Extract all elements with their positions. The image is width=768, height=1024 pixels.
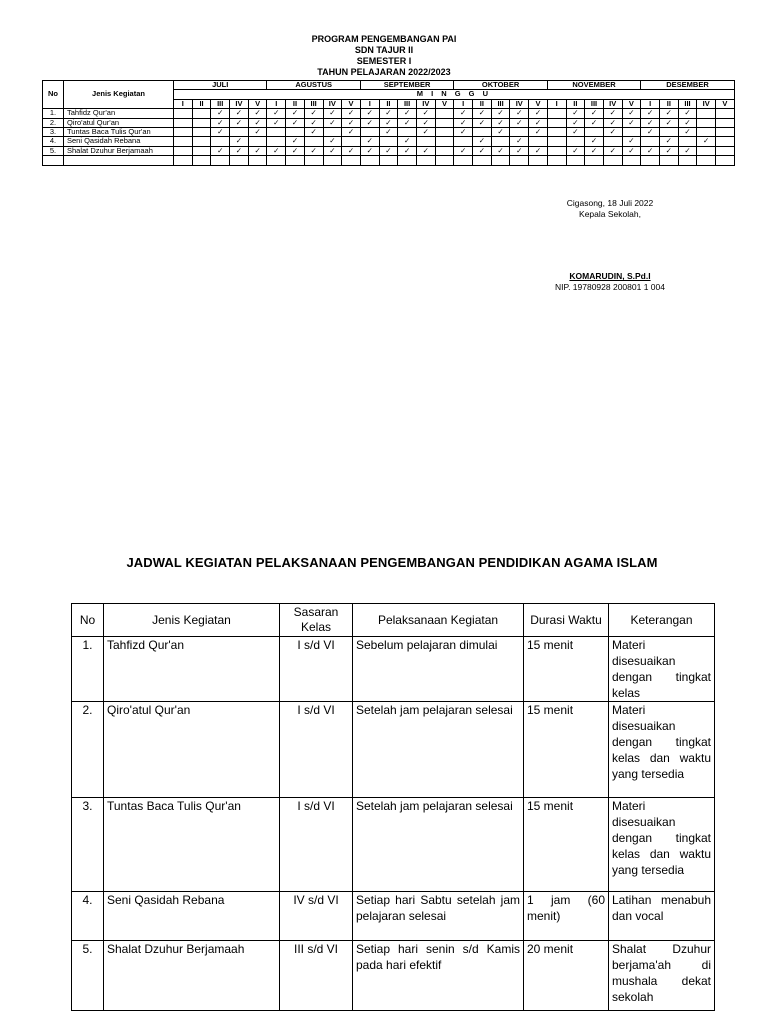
jadwal-row-pelaksanaan: Setiap hari Sabtu setelah jam pelajaran selesai bbox=[353, 892, 524, 941]
check-icon: ✓ bbox=[416, 128, 435, 137]
week-cell bbox=[473, 128, 492, 137]
check-icon: ✓ bbox=[379, 109, 398, 118]
check-icon: ✓ bbox=[342, 146, 361, 155]
check-icon: ✓ bbox=[267, 146, 286, 155]
jadwal-row-durasi: 20 menit bbox=[524, 941, 609, 1011]
week-header: III bbox=[491, 99, 510, 108]
check-icon: ✓ bbox=[659, 146, 678, 155]
month-header: AGUSTUS bbox=[267, 81, 360, 90]
week-cell bbox=[454, 137, 473, 146]
empty-cell bbox=[267, 156, 286, 165]
check-icon: ✓ bbox=[678, 109, 697, 118]
week-cell bbox=[267, 137, 286, 146]
check-icon: ✓ bbox=[641, 109, 660, 118]
week-header: IV bbox=[603, 99, 622, 108]
program-row-kegiatan: Seni Qasidah Rebana bbox=[64, 137, 174, 146]
week-cell bbox=[435, 137, 454, 146]
check-icon: ✓ bbox=[211, 118, 230, 127]
check-icon: ✓ bbox=[566, 146, 585, 155]
week-cell bbox=[716, 109, 735, 118]
jadwal-row-no: 4. bbox=[72, 892, 104, 941]
header-kegiatan: Jenis Kegiatan bbox=[64, 81, 174, 109]
jadwal-header-durasi: Durasi Waktu bbox=[524, 604, 609, 637]
empty-cell bbox=[211, 156, 230, 165]
jadwal-row-sasaran: IV s/d VI bbox=[280, 892, 353, 941]
check-icon: ✓ bbox=[323, 137, 342, 146]
jadwal-header-sasaran: Sasaran Kelas bbox=[280, 604, 353, 637]
check-icon: ✓ bbox=[510, 137, 529, 146]
jadwal-row-kegiatan: Tahfizd Qur'an bbox=[104, 637, 280, 702]
week-header: V bbox=[248, 99, 267, 108]
check-icon: ✓ bbox=[211, 109, 230, 118]
check-icon: ✓ bbox=[398, 109, 417, 118]
week-header: V bbox=[435, 99, 454, 108]
empty-cell bbox=[64, 156, 174, 165]
week-header: III bbox=[585, 99, 604, 108]
check-icon: ✓ bbox=[566, 128, 585, 137]
check-icon: ✓ bbox=[323, 109, 342, 118]
check-icon: ✓ bbox=[678, 146, 697, 155]
week-header: V bbox=[716, 99, 735, 108]
month-header: NOVEMBER bbox=[547, 81, 640, 90]
school-name: SDN TAJUR II bbox=[354, 45, 414, 55]
week-header: V bbox=[342, 99, 361, 108]
week-cell bbox=[416, 137, 435, 146]
empty-cell bbox=[454, 156, 473, 165]
week-header: IV bbox=[416, 99, 435, 108]
program-row-kegiatan: Qiro'atul Qur'an bbox=[64, 118, 174, 127]
semester: SEMESTER I bbox=[356, 56, 412, 66]
empty-cell bbox=[398, 156, 417, 165]
empty-cell bbox=[491, 156, 510, 165]
jadwal-row-no: 1. bbox=[72, 637, 104, 702]
check-icon: ✓ bbox=[678, 128, 697, 137]
week-cell bbox=[716, 137, 735, 146]
week-header: IV bbox=[323, 99, 342, 108]
check-icon: ✓ bbox=[286, 146, 305, 155]
week-cell bbox=[174, 118, 193, 127]
check-icon: ✓ bbox=[248, 118, 267, 127]
week-cell bbox=[174, 146, 193, 155]
check-icon: ✓ bbox=[585, 109, 604, 118]
program-row-no: 1. bbox=[43, 109, 64, 118]
jadwal-header-pelaksanaan: Pelaksanaan Kegiatan bbox=[353, 604, 524, 637]
empty-cell bbox=[585, 156, 604, 165]
empty-cell bbox=[716, 156, 735, 165]
jadwal-row bbox=[72, 941, 715, 1011]
week-header: I bbox=[267, 99, 286, 108]
check-icon: ✓ bbox=[360, 109, 379, 118]
week-header: II bbox=[566, 99, 585, 108]
jadwal-row bbox=[72, 798, 715, 892]
week-header: III bbox=[304, 99, 323, 108]
check-icon: ✓ bbox=[342, 128, 361, 137]
jadwal-row-kegiatan: Qiro'atul Qur'an bbox=[104, 702, 280, 798]
week-cell bbox=[435, 146, 454, 155]
empty-cell bbox=[192, 156, 211, 165]
check-icon: ✓ bbox=[230, 146, 249, 155]
check-icon: ✓ bbox=[398, 137, 417, 146]
check-icon: ✓ bbox=[248, 109, 267, 118]
check-icon: ✓ bbox=[454, 146, 473, 155]
jadwal-title: JADWAL KEGIATAN PELAKSANAAN PENGEMBANGAN PENDIDIKAN AGAMA ISLAM bbox=[126, 555, 658, 570]
check-icon: ✓ bbox=[230, 109, 249, 118]
week-header: IV bbox=[697, 99, 716, 108]
check-icon: ✓ bbox=[286, 118, 305, 127]
check-icon: ✓ bbox=[473, 118, 492, 127]
check-icon: ✓ bbox=[622, 109, 641, 118]
week-cell bbox=[697, 109, 716, 118]
empty-cell bbox=[248, 156, 267, 165]
program-row-kegiatan: Tahfidz Qur'an bbox=[64, 109, 174, 118]
check-icon: ✓ bbox=[286, 109, 305, 118]
check-icon: ✓ bbox=[529, 146, 548, 155]
week-cell bbox=[622, 128, 641, 137]
empty-cell bbox=[174, 156, 193, 165]
check-icon: ✓ bbox=[529, 109, 548, 118]
jadwal-row-durasi: 1 jam (60 menit) bbox=[524, 892, 609, 941]
empty-cell bbox=[342, 156, 361, 165]
check-icon: ✓ bbox=[211, 128, 230, 137]
jadwal-row-keterangan: Shalat Dzuhur berjama'ah di mushala dekat sekolah bbox=[609, 941, 715, 1011]
jadwal-row-sasaran: I s/d VI bbox=[280, 702, 353, 798]
week-cell bbox=[716, 118, 735, 127]
academic-year: TAHUN PELAJARAN 2022/2023 bbox=[317, 67, 451, 77]
check-icon: ✓ bbox=[342, 118, 361, 127]
month-header: JULI bbox=[174, 81, 267, 90]
check-icon: ✓ bbox=[248, 146, 267, 155]
week-cell bbox=[230, 128, 249, 137]
week-header: II bbox=[473, 99, 492, 108]
check-icon: ✓ bbox=[641, 146, 660, 155]
week-header: III bbox=[211, 99, 230, 108]
check-icon: ✓ bbox=[473, 109, 492, 118]
check-icon: ✓ bbox=[603, 118, 622, 127]
program-row-no: 3. bbox=[43, 128, 64, 137]
empty-cell bbox=[230, 156, 249, 165]
check-icon: ✓ bbox=[398, 146, 417, 155]
week-cell bbox=[435, 118, 454, 127]
check-icon: ✓ bbox=[659, 118, 678, 127]
jadwal-header-no: No bbox=[72, 604, 104, 637]
empty-cell bbox=[416, 156, 435, 165]
check-icon: ✓ bbox=[566, 109, 585, 118]
signer-name: KOMARUDIN, S.Pd.I bbox=[569, 271, 651, 281]
program-row-empty bbox=[43, 156, 735, 165]
week-cell bbox=[192, 109, 211, 118]
week-cell bbox=[192, 146, 211, 155]
week-cell bbox=[697, 128, 716, 137]
minggu-header: M I N G G U bbox=[174, 90, 735, 99]
check-icon: ✓ bbox=[697, 137, 716, 146]
week-header: III bbox=[398, 99, 417, 108]
check-icon: ✓ bbox=[603, 146, 622, 155]
week-cell bbox=[697, 118, 716, 127]
jadwal-row-durasi: 15 menit bbox=[524, 637, 609, 702]
jadwal-row-sasaran: I s/d VI bbox=[280, 798, 353, 892]
empty-cell bbox=[566, 156, 585, 165]
jadwal-row-no: 3. bbox=[72, 798, 104, 892]
check-icon: ✓ bbox=[267, 109, 286, 118]
week-header: V bbox=[529, 99, 548, 108]
week-cell bbox=[342, 137, 361, 146]
empty-cell bbox=[435, 156, 454, 165]
jadwal-row-keterangan: Materi disesuaikan dengan tingkat kelas dan waktu yang tersedia bbox=[609, 702, 715, 798]
check-icon: ✓ bbox=[379, 146, 398, 155]
program-header bbox=[0, 34, 768, 78]
jadwal-row-pelaksanaan: Sebelum pelajaran dimulai bbox=[353, 637, 524, 702]
week-cell bbox=[510, 128, 529, 137]
week-header: II bbox=[659, 99, 678, 108]
empty-cell bbox=[286, 156, 305, 165]
check-icon: ✓ bbox=[416, 146, 435, 155]
check-icon: ✓ bbox=[491, 128, 510, 137]
jadwal-row-kegiatan: Seni Qasidah Rebana bbox=[104, 892, 280, 941]
month-header: OKTOBER bbox=[454, 81, 547, 90]
empty-cell bbox=[678, 156, 697, 165]
check-icon: ✓ bbox=[267, 118, 286, 127]
week-header: I bbox=[454, 99, 473, 108]
week-cell bbox=[174, 109, 193, 118]
empty-cell bbox=[641, 156, 660, 165]
empty-cell bbox=[360, 156, 379, 165]
check-icon: ✓ bbox=[659, 109, 678, 118]
check-icon: ✓ bbox=[454, 118, 473, 127]
week-cell bbox=[716, 146, 735, 155]
week-cell bbox=[174, 137, 193, 146]
header-no: No bbox=[43, 81, 64, 109]
jadwal-row-sasaran: I s/d VI bbox=[280, 637, 353, 702]
place-date: Cigasong, 18 Juli 2022 bbox=[566, 198, 654, 208]
jadwal-row-pelaksanaan: Setiap hari senin s/d Kamis pada hari efektif bbox=[353, 941, 524, 1011]
week-cell bbox=[678, 137, 697, 146]
check-icon: ✓ bbox=[510, 109, 529, 118]
program-row bbox=[43, 137, 735, 146]
program-row-no: 4. bbox=[43, 137, 64, 146]
jadwal-row-pelaksanaan: Setelah jam pelajaran selesai bbox=[353, 702, 524, 798]
check-icon: ✓ bbox=[230, 137, 249, 146]
week-cell bbox=[547, 137, 566, 146]
week-header: II bbox=[286, 99, 305, 108]
check-icon: ✓ bbox=[529, 118, 548, 127]
check-icon: ✓ bbox=[248, 128, 267, 137]
check-icon: ✓ bbox=[585, 137, 604, 146]
check-icon: ✓ bbox=[416, 109, 435, 118]
jadwal-table bbox=[71, 603, 715, 1011]
jadwal-row-durasi: 15 menit bbox=[524, 798, 609, 892]
week-cell bbox=[547, 146, 566, 155]
check-icon: ✓ bbox=[622, 137, 641, 146]
check-icon: ✓ bbox=[510, 146, 529, 155]
week-cell bbox=[547, 118, 566, 127]
check-icon: ✓ bbox=[473, 146, 492, 155]
week-cell bbox=[248, 137, 267, 146]
week-cell bbox=[659, 128, 678, 137]
check-icon: ✓ bbox=[230, 118, 249, 127]
signer-nip: NIP. 19780928 200801 1 004 bbox=[555, 281, 665, 292]
week-cell bbox=[697, 146, 716, 155]
empty-cell bbox=[622, 156, 641, 165]
jadwal-row-pelaksanaan: Setelah jam pelajaran selesai bbox=[353, 798, 524, 892]
week-cell bbox=[192, 137, 211, 146]
jadwal-row-keterangan: Latihan menabuh dan vocal bbox=[609, 892, 715, 941]
week-cell bbox=[435, 128, 454, 137]
month-header: DESEMBER bbox=[641, 81, 734, 90]
week-cell bbox=[192, 128, 211, 137]
check-icon: ✓ bbox=[641, 118, 660, 127]
jadwal-row-kegiatan: Shalat Dzuhur Berjamaah bbox=[104, 941, 280, 1011]
signer-role: Kepala Sekolah, bbox=[579, 208, 641, 219]
empty-cell bbox=[43, 156, 64, 165]
week-cell bbox=[360, 128, 379, 137]
check-icon: ✓ bbox=[398, 118, 417, 127]
program-table bbox=[42, 80, 735, 166]
jadwal-row-keterangan: Materi disesuaikan dengan tingkat kelas bbox=[609, 637, 715, 702]
signature-block bbox=[520, 198, 700, 292]
check-icon: ✓ bbox=[304, 146, 323, 155]
week-cell bbox=[716, 128, 735, 137]
check-icon: ✓ bbox=[491, 146, 510, 155]
week-cell bbox=[398, 128, 417, 137]
program-row bbox=[43, 128, 735, 137]
check-icon: ✓ bbox=[510, 118, 529, 127]
week-cell bbox=[641, 137, 660, 146]
check-icon: ✓ bbox=[659, 137, 678, 146]
week-header: V bbox=[622, 99, 641, 108]
week-header: I bbox=[174, 99, 193, 108]
check-icon: ✓ bbox=[360, 137, 379, 146]
week-cell bbox=[192, 118, 211, 127]
program-row-no: 5. bbox=[43, 146, 64, 155]
check-icon: ✓ bbox=[360, 118, 379, 127]
week-cell bbox=[174, 128, 193, 137]
week-header: III bbox=[678, 99, 697, 108]
jadwal-row-durasi: 15 menit bbox=[524, 702, 609, 798]
empty-cell bbox=[697, 156, 716, 165]
jadwal-row-no: 2. bbox=[72, 702, 104, 798]
check-icon: ✓ bbox=[622, 146, 641, 155]
check-icon: ✓ bbox=[454, 109, 473, 118]
jadwal-row bbox=[72, 892, 715, 941]
program-row bbox=[43, 109, 735, 118]
check-icon: ✓ bbox=[304, 109, 323, 118]
program-row-kegiatan: Tuntas Baca Tulis Qur'an bbox=[64, 128, 174, 137]
week-cell bbox=[547, 109, 566, 118]
week-header: II bbox=[192, 99, 211, 108]
check-icon: ✓ bbox=[603, 128, 622, 137]
empty-cell bbox=[659, 156, 678, 165]
check-icon: ✓ bbox=[304, 118, 323, 127]
check-icon: ✓ bbox=[491, 109, 510, 118]
week-cell bbox=[585, 128, 604, 137]
program-row-kegiatan: Shalat Dzuhur Berjamaah bbox=[64, 146, 174, 155]
check-icon: ✓ bbox=[585, 118, 604, 127]
jadwal-row bbox=[72, 637, 715, 702]
check-icon: ✓ bbox=[622, 118, 641, 127]
week-cell bbox=[435, 109, 454, 118]
jadwal-header-keterangan: Keterangan bbox=[609, 604, 715, 637]
jadwal-row bbox=[72, 702, 715, 798]
empty-cell bbox=[473, 156, 492, 165]
empty-cell bbox=[510, 156, 529, 165]
jadwal-row-keterangan: Materi disesuaikan dengan tingkat kelas dan waktu yang tersedia bbox=[609, 798, 715, 892]
check-icon: ✓ bbox=[211, 146, 230, 155]
empty-cell bbox=[529, 156, 548, 165]
check-icon: ✓ bbox=[585, 146, 604, 155]
check-icon: ✓ bbox=[323, 146, 342, 155]
check-icon: ✓ bbox=[473, 137, 492, 146]
check-icon: ✓ bbox=[603, 109, 622, 118]
jadwal-header-kegiatan: Jenis Kegiatan bbox=[104, 604, 280, 637]
week-header: I bbox=[547, 99, 566, 108]
check-icon: ✓ bbox=[529, 128, 548, 137]
week-cell bbox=[566, 137, 585, 146]
week-cell bbox=[491, 137, 510, 146]
jadwal-row-sasaran: III s/d VI bbox=[280, 941, 353, 1011]
check-icon: ✓ bbox=[416, 118, 435, 127]
week-cell bbox=[603, 137, 622, 146]
week-header: II bbox=[379, 99, 398, 108]
week-cell bbox=[379, 137, 398, 146]
week-header: IV bbox=[230, 99, 249, 108]
check-icon: ✓ bbox=[360, 146, 379, 155]
empty-cell bbox=[547, 156, 566, 165]
check-icon: ✓ bbox=[286, 137, 305, 146]
empty-cell bbox=[323, 156, 342, 165]
week-cell bbox=[211, 137, 230, 146]
program-title: PROGRAM PENGEMBANGAN PAI bbox=[311, 34, 457, 44]
week-header: I bbox=[360, 99, 379, 108]
week-cell bbox=[547, 128, 566, 137]
check-icon: ✓ bbox=[323, 118, 342, 127]
program-row bbox=[43, 146, 735, 155]
month-header: SEPTEMBER bbox=[360, 81, 453, 90]
week-header: I bbox=[641, 99, 660, 108]
jadwal-row-no: 5. bbox=[72, 941, 104, 1011]
program-row bbox=[43, 118, 735, 127]
week-cell bbox=[304, 137, 323, 146]
check-icon: ✓ bbox=[491, 118, 510, 127]
week-header: IV bbox=[510, 99, 529, 108]
empty-cell bbox=[379, 156, 398, 165]
week-cell bbox=[323, 128, 342, 137]
check-icon: ✓ bbox=[304, 128, 323, 137]
empty-cell bbox=[603, 156, 622, 165]
week-cell bbox=[286, 128, 305, 137]
week-cell bbox=[529, 137, 548, 146]
check-icon: ✓ bbox=[342, 109, 361, 118]
program-row-no: 2. bbox=[43, 118, 64, 127]
week-cell bbox=[267, 128, 286, 137]
empty-cell bbox=[304, 156, 323, 165]
check-icon: ✓ bbox=[566, 118, 585, 127]
jadwal-row-kegiatan: Tuntas Baca Tulis Qur'an bbox=[104, 798, 280, 892]
check-icon: ✓ bbox=[379, 128, 398, 137]
check-icon: ✓ bbox=[379, 118, 398, 127]
check-icon: ✓ bbox=[454, 128, 473, 137]
check-icon: ✓ bbox=[641, 128, 660, 137]
check-icon: ✓ bbox=[678, 118, 697, 127]
